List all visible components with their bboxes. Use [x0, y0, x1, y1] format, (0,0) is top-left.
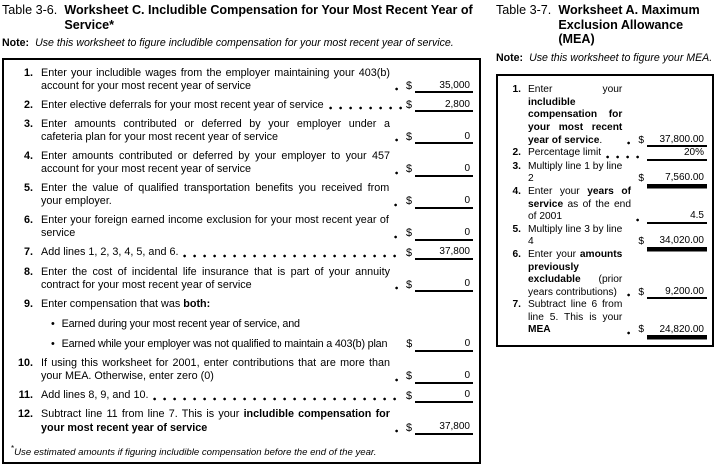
amount: [647, 147, 707, 161]
line-item-3: [11, 118, 473, 144]
amount-value: 7,560.00: [647, 172, 707, 186]
table-3-6-header: [2, 3, 481, 32]
bullet-text: Earned while your employer was not qualified to maintain a 403(b) plan: [61, 338, 388, 351]
worksheet-c-box: [2, 58, 481, 464]
amount-value: 34,020.00: [647, 235, 707, 249]
item-text: Enter compensation that was both:: [41, 297, 211, 310]
dollar-sign: $: [405, 227, 412, 240]
item-text: Percentage limit: [528, 147, 602, 159]
note: [2, 37, 481, 50]
amount-value: 4.5: [647, 210, 707, 224]
amount: [406, 131, 473, 145]
item-number: 1.: [512, 84, 521, 96]
line-item-5: [11, 182, 473, 208]
line-item-7: [504, 299, 707, 337]
item-text: Add lines 8, 9, and 10.: [41, 389, 149, 402]
amount: [406, 338, 473, 352]
amount-value: 0: [415, 227, 473, 241]
dot-leader: [627, 293, 635, 297]
item-text: Enter the cost of incidental life insurance that is part of your annuity contract for your most recent year of service: [41, 265, 390, 291]
amount-value: 20%: [647, 147, 707, 161]
amount: [638, 235, 707, 249]
amount-value: 0: [415, 370, 473, 384]
line-item-12: [11, 408, 473, 434]
item-text: If using this worksheet for 2001, enter contributions that are more than your MEA. Otherwise, enter zero (0): [41, 357, 390, 383]
item-number: 4.: [512, 185, 521, 197]
amount-value: 37,800: [415, 421, 473, 435]
dollar-sign: $: [405, 163, 412, 176]
dollar-sign: $: [405, 131, 412, 144]
line-item-10: [11, 357, 473, 383]
line-item-7: [11, 246, 473, 260]
item-number: 1.: [23, 66, 33, 79]
item-number: 11.: [18, 389, 33, 402]
line-item-3: [504, 161, 707, 186]
item-number: 5.: [512, 223, 521, 235]
dot-leader: [627, 331, 635, 335]
amount-value: 9,200.00: [647, 286, 707, 300]
item-number: 4.: [23, 150, 33, 163]
item-number: 7.: [512, 299, 521, 311]
amount-value: 0: [415, 278, 473, 292]
table-label: Table 3-7.: [496, 3, 552, 17]
line-item-4: [11, 150, 473, 176]
dot-leader: [183, 254, 403, 258]
item-number: 3.: [23, 118, 33, 131]
table-3-7-header: [496, 3, 714, 47]
table-title: Worksheet A. Maximum Exclusion Allowance (MEA): [558, 3, 700, 46]
dollar-sign: $: [405, 99, 412, 112]
dollar-sign: $: [638, 286, 644, 298]
item-number: 3.: [512, 160, 521, 172]
asterisk: *: [11, 443, 15, 453]
amount: [406, 195, 473, 209]
dot-leader: [636, 218, 644, 222]
dot-leader: [627, 180, 635, 184]
amount: [406, 278, 473, 292]
item-text: Enter your includible wages from the employer maintaining your 403(b) account for your most recent year of service: [41, 66, 390, 92]
line-item-5: [504, 224, 707, 249]
item-number: 8.: [23, 265, 33, 278]
amount-value: 35,000: [415, 80, 473, 94]
worksheet-footnote: [11, 443, 473, 458]
dollar-sign: $: [406, 338, 412, 351]
item-multiline-body: [41, 298, 473, 352]
dot-leader: [627, 243, 635, 247]
worksheet-c-section: [2, 3, 481, 464]
amount: [406, 80, 473, 94]
amount-value: 0: [415, 338, 473, 352]
amount-value: 24,820.00: [647, 324, 707, 338]
amount: [647, 210, 707, 224]
amount-value: 37,800.00: [647, 134, 707, 148]
item-number: 6.: [23, 214, 33, 227]
item-number: 2.: [23, 98, 33, 111]
dot-leader: [395, 87, 403, 91]
note-text: Use this worksheet to figure your MEA.: [529, 51, 713, 64]
dollar-sign: $: [405, 278, 412, 291]
item-number: 2.: [512, 147, 521, 159]
item-number: 6.: [512, 248, 521, 260]
line-item-2: [11, 99, 473, 113]
worksheet-a-section: [496, 3, 714, 347]
dot-leader: [395, 286, 403, 290]
table-label: Table 3-6.: [2, 3, 58, 17]
item-text: Multiply line 3 by line 4: [528, 223, 623, 248]
item-text: Subtract line 11 from line 7. This is your includible compensation for your most recent year of service: [41, 408, 390, 434]
amount: [638, 172, 707, 186]
dot-leader: [395, 171, 403, 175]
item-text: Enter amounts contributed or deferred by your employer to your 457 account for your most recent year of service: [41, 150, 390, 176]
amount-value: 0: [415, 131, 473, 145]
dot-leader: [394, 235, 403, 239]
amount: [638, 324, 707, 338]
line-item-6: [11, 214, 473, 240]
bullet-text: Earned during your most recent year of service, and: [61, 317, 300, 330]
note: [496, 52, 714, 65]
bullet-icon: •: [51, 338, 55, 351]
line-item-9: [11, 298, 473, 352]
amount: [406, 99, 473, 113]
amount-value: 37,800: [415, 246, 473, 260]
dollar-sign: $: [405, 195, 412, 208]
dot-leader: [627, 141, 635, 145]
item-number: 10.: [17, 357, 33, 370]
item-text: Enter amounts contributed or deferred by your employer under a cafeteria plan for your most recent year of service: [41, 118, 390, 144]
dollar-sign: $: [405, 246, 412, 259]
amount: [406, 163, 473, 177]
dot-leader: [394, 203, 403, 207]
item-text: Subtract line 6 from line 5. This is your MEA: [528, 299, 623, 336]
note-label: Note:: [496, 51, 524, 64]
dollar-sign: $: [638, 236, 644, 248]
item-text: Add lines 1, 2, 3, 4, 5, and 6.: [41, 246, 179, 259]
item-number: 5.: [23, 182, 33, 195]
item-text: Enter the value of qualified transportation benefits you received from your employer.: [41, 182, 390, 208]
amount: [406, 370, 473, 384]
bullet-icon: •: [51, 317, 55, 330]
dollar-sign: $: [405, 389, 412, 402]
dot-leader: [395, 378, 403, 382]
item-text: Multiply line 1 by line 2: [528, 160, 623, 185]
dollar-sign: $: [638, 324, 644, 336]
item-text: Enter your years of service as of the end of 2001: [528, 185, 631, 223]
amount-value: 0: [415, 195, 473, 209]
item-text: Enter your amounts previously excludable (prior years contributions): [528, 248, 623, 298]
line-item-8: [11, 266, 473, 292]
dot-leader: [153, 397, 403, 401]
line-item-6: [504, 249, 707, 299]
item-text: Enter elective deferrals for your most recent year of service: [41, 98, 324, 111]
amount-value: 0: [415, 389, 473, 403]
dollar-sign: $: [405, 80, 412, 92]
worksheet-a-box: [496, 74, 714, 347]
item-number: 12.: [17, 408, 33, 421]
item-text: Enter your foreign earned income exclusion for your most recent year of service: [41, 214, 389, 240]
note-label: Note:: [2, 37, 30, 49]
item-number: 9.: [23, 297, 33, 310]
dot-leader: [329, 106, 403, 110]
table-title: Worksheet C. Includible Compensation for Your Most Recent Year of Service*: [64, 3, 473, 32]
note-text: Use this worksheet to figure includible compensation for your most recent year of service.: [35, 37, 454, 49]
bullet-item-2: [51, 338, 473, 352]
item-number: 7.: [23, 246, 33, 259]
bullet-item-1: [51, 318, 473, 331]
dot-leader: [606, 155, 644, 159]
line-item-2: [504, 147, 707, 161]
amount: [638, 134, 707, 148]
dollar-sign: $: [405, 421, 412, 434]
item-text: Enter your includible compensation for your most recent year of service.: [528, 84, 623, 146]
amount: [406, 389, 473, 403]
amount-value: 0: [415, 163, 473, 177]
dollar-sign: $: [638, 173, 644, 185]
dot-leader: [395, 429, 403, 433]
amount: [638, 286, 707, 300]
footnote-text: Use estimated amounts if figuring includible compensation before the end of the year.: [14, 446, 377, 458]
dollar-sign: $: [405, 370, 412, 383]
line-item-4: [504, 186, 707, 224]
line-item-1: [11, 67, 473, 93]
dollar-sign: $: [638, 134, 644, 146]
line-item-11: [11, 389, 473, 403]
line-item-1: [504, 84, 707, 147]
amount: [406, 246, 473, 260]
dot-leader: [395, 138, 403, 142]
amount: [406, 227, 473, 241]
amount: [406, 421, 473, 435]
amount-value: 2,800: [415, 99, 473, 113]
